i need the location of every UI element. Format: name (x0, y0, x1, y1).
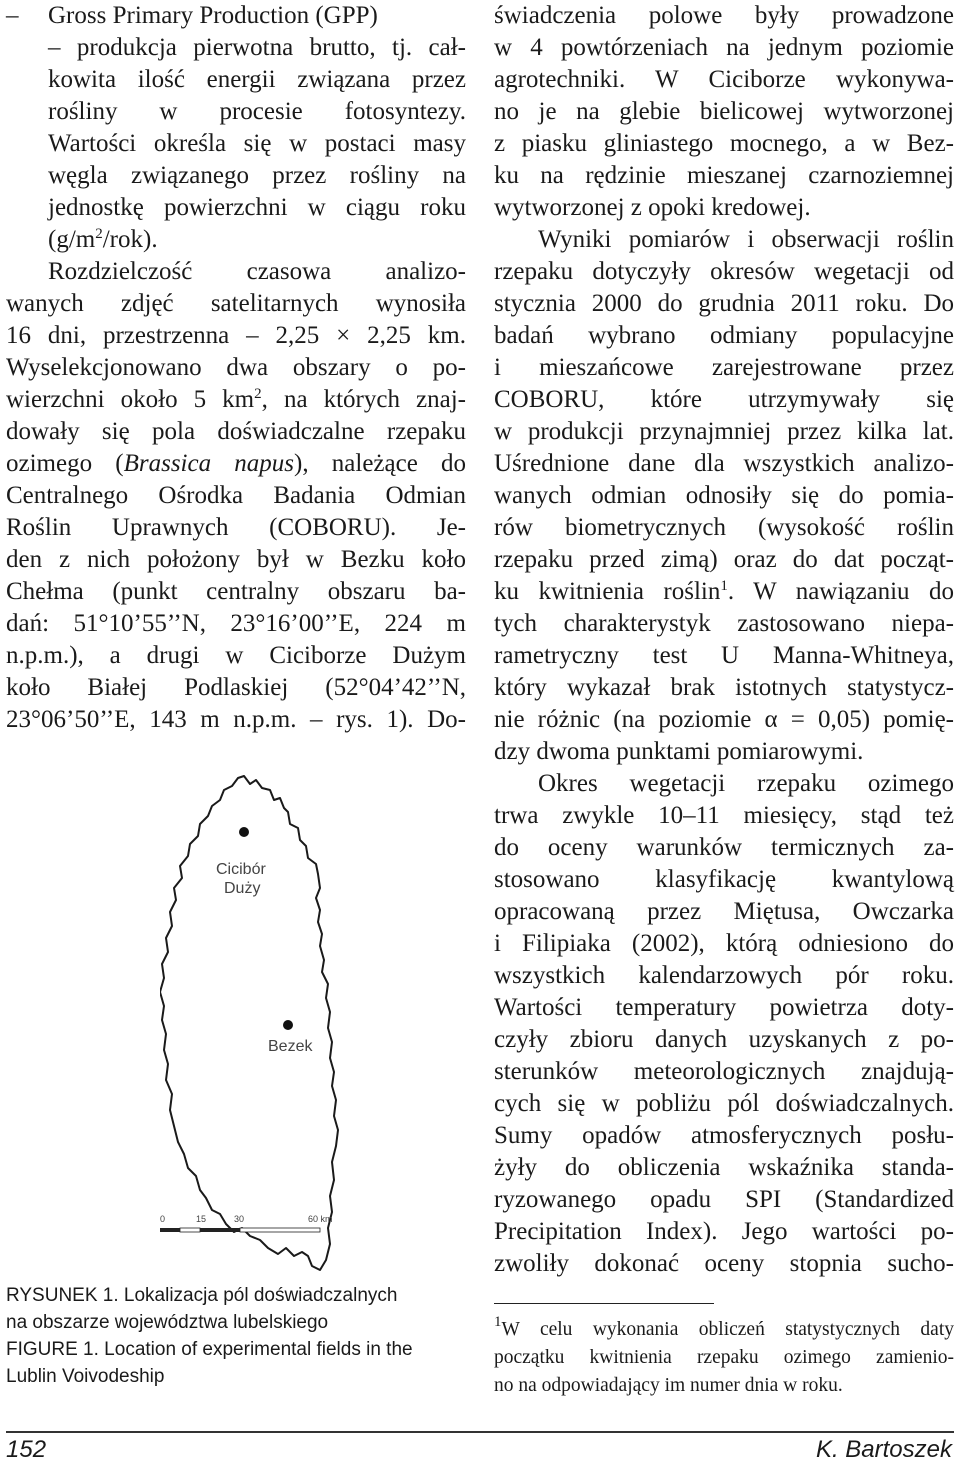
paragraph-line: który wykazał brak istotnych statystycz- (494, 674, 954, 701)
caption-en-line: FIGURE 1. Location of experimental fields in the (6, 1339, 413, 1360)
paragraph-line: stycznia 2000 do grudnia 2011 roku. Do (494, 290, 954, 317)
footnote-ref[interactable]: 1 (720, 578, 728, 594)
paragraph-line: opracowaną przez Miętusa, Owczarka (494, 898, 954, 925)
cicibor-marker (239, 827, 249, 837)
voivodeship-map (160, 770, 340, 1280)
paragraph-line: rzepaku dotyczyły okresów wegetacji od (494, 258, 954, 285)
paragraph-line: dowały się pola doświadczalne rzepaku (6, 418, 466, 445)
unit-line: $(g/m^2/rok)$. (48, 226, 158, 253)
page-number: 152 (6, 1436, 47, 1463)
scale-label: 30 (234, 1214, 245, 1224)
paragraph-line: w produkcji przynajmniej przez kilka lat. (494, 418, 954, 445)
map-label-duzy: Duży (224, 880, 261, 897)
voivodeship-outline (160, 776, 338, 1270)
paragraph-line: ku na rędzinie mieszanej czarnoziemnej (494, 162, 954, 189)
caption-pl-line: na obszarze województwa lubelskiego (6, 1312, 329, 1333)
paragraph-line: z piasku gliniastego mocnego, a w Bez- (494, 130, 954, 157)
paragraph-line: tych charakterystyk zastosowano niepa- (494, 610, 954, 637)
footnote-divider (494, 1303, 714, 1304)
paragraph-line: badań wybrano odmiany populacyjne (494, 322, 954, 349)
footnote-line: początku kwitnienia rzepaku ozimego zamienio- (494, 1347, 954, 1368)
species-line: ozimego (Brassica napus), należące do (6, 450, 466, 477)
running-author: K. Bartoszek (815, 1436, 952, 1463)
list-item-line: jednostkę powierzchni w ciągu roku (48, 194, 466, 221)
paragraph-line: no je na glebie bielicowej wytworzonej (494, 98, 954, 125)
paragraph-line: stosowano klasyfikację kwantylową (494, 866, 954, 893)
paragraph-line: rametryczny test U Manna-Whitneya, (494, 642, 954, 669)
paragraph-line: 16 dni, przestrzenna – 2,25 × 2,25 km. (6, 322, 466, 349)
area-line: wierzchni około 5 $km^2$, na których znaj- (6, 386, 466, 413)
footnote-line: no na odpowiadający im numer dnia w roku. (494, 1375, 843, 1396)
list-item-line: rośliny w procesie fotosyntezy. (48, 98, 466, 125)
scale-label: 60 km (308, 1214, 333, 1224)
paragraph-line: i mieszańcowe zarejestrowane przez (494, 354, 954, 381)
paragraph-line: w 4 powtórzeniach na jednym poziomie (494, 34, 954, 61)
paragraph-line: nie różnic (na poziomie α = 0,05) pomię- (494, 706, 954, 733)
map-label-cicibor: Cicibór (216, 861, 266, 878)
paragraph-line: dzy dwoma punktami pomiarowymi. (494, 738, 864, 765)
paragraph-line: Wyniki pomiarów i obserwacji roślin (538, 226, 954, 253)
list-item-line: kowita ilość energii związana przez (48, 66, 466, 93)
paragraph-line: 23°06’50’’E, 143 m n.p.m. – rys. 1). Do- (6, 706, 466, 733)
paragraph-line: n.p.m.), a drugi w Ciciborze Dużym (6, 642, 466, 669)
scale-label: 15 (196, 1214, 207, 1224)
list-item-line: – produkcja pierwotna brutto, tj. cał- (48, 34, 466, 61)
paragraph-line: i Filipiaka (2002), którą odniesiono do (494, 930, 954, 957)
paragraph-line: czyły zbioru danych uzyskanych z po- (494, 1026, 954, 1053)
paragraph-line: zwoliły dokonać oceny stopnia sucho- (494, 1250, 954, 1277)
footer-divider (6, 1431, 954, 1433)
paragraph-line: agrotechniki. W Ciciborze wykonywa- (494, 66, 954, 93)
paragraph-line: Roślin Uprawnych (COBORU). Je- (6, 514, 466, 541)
paragraph-line: rów biometrycznych (wysokość roślin (494, 514, 954, 541)
paragraph-line: Okres wegetacji rzepaku ozimego (538, 770, 954, 797)
paragraph-line: Chełma (punkt centralny obszaru ba- (6, 578, 466, 605)
footnote-marker: 1 (494, 1314, 502, 1330)
scale-bar (160, 1228, 320, 1232)
list-item-dash: – (6, 2, 19, 29)
bezek-marker (283, 1020, 293, 1030)
paragraph-line: ryzowanego opadu SPI (Standardized (494, 1186, 954, 1213)
paragraph-line: Centralnego Ośrodka Badania Odmian (6, 482, 466, 509)
paragraph-line: wanych odmian odnosiły się do pomia- (494, 482, 954, 509)
paragraph-line: trwa zwykle 10–11 miesięcy, stąd też (494, 802, 954, 829)
paragraph-line: koło Białej Podlaskiej (52°04’42’’N, (6, 674, 466, 701)
paragraph-line: Sumy opadów atmosferycznych posłu- (494, 1122, 954, 1149)
paragraph-line: cych się w pobliżu pól doświadczalnych. (494, 1090, 954, 1117)
paragraph-line: rzepaku przed zimą) oraz do dat począt- (494, 546, 954, 573)
caption-pl-line: RYSUNEK 1. Lokalizacja pól doświadczalnych (6, 1285, 398, 1306)
paragraph-line: wanych zdjęć satelitarnych wynosiła (6, 290, 466, 317)
paragraph-line: świadczenia polowe były prowadzone (494, 2, 954, 29)
paragraph-line: żyły do obliczenia wskaźnika standa- (494, 1154, 954, 1181)
paragraph-line: wszystkich kalendarzowych pór roku. (494, 962, 954, 989)
footnote-ref-line: ku kwitnienia roślin$^1$. W nawiązaniu do (494, 578, 954, 605)
map-label-bezek: Bezek (268, 1038, 313, 1055)
list-item-line: węgla związanego przez rośliny na (48, 162, 466, 189)
paragraph-line: Wartości temperatury powietrza doty- (494, 994, 954, 1021)
list-item-line: Wartości określa się w postaci masy (48, 130, 466, 157)
scale-label: 0 (160, 1214, 166, 1224)
paragraph-line: sterunków meteorologicznych znajdują- (494, 1058, 954, 1085)
paragraph-line: dań: 51°10’55’’N, 23°16’00’’E, 224 m (6, 610, 466, 637)
paragraph-line: wytworzonej z opoki kredowej. (494, 194, 811, 221)
paragraph-line: Precipitation Index). Jego wartości po- (494, 1218, 954, 1245)
caption-en-line: Lublin Voivodeship (6, 1366, 165, 1387)
paragraph-line: Uśrednione dane dla wszystkich analizo- (494, 450, 954, 477)
paragraph-line: den z nich położony był w Bezku koło (6, 546, 466, 573)
footnote-line: $^1$W celu wykonania obliczeń statystycznych daty (494, 1314, 954, 1340)
paragraph-line: COBORU, które utrzymywały się (494, 386, 954, 413)
list-item-line: – Gross Primary Production (GPP) (6, 0, 466, 32)
paragraph-line: Rozdzielczość czasowa analizo- (48, 258, 466, 285)
paragraph-line: Wyselekcjonowano dwa obszary o po- (6, 354, 466, 381)
paragraph-line: do oceny warunków termicznych za- (494, 834, 954, 861)
